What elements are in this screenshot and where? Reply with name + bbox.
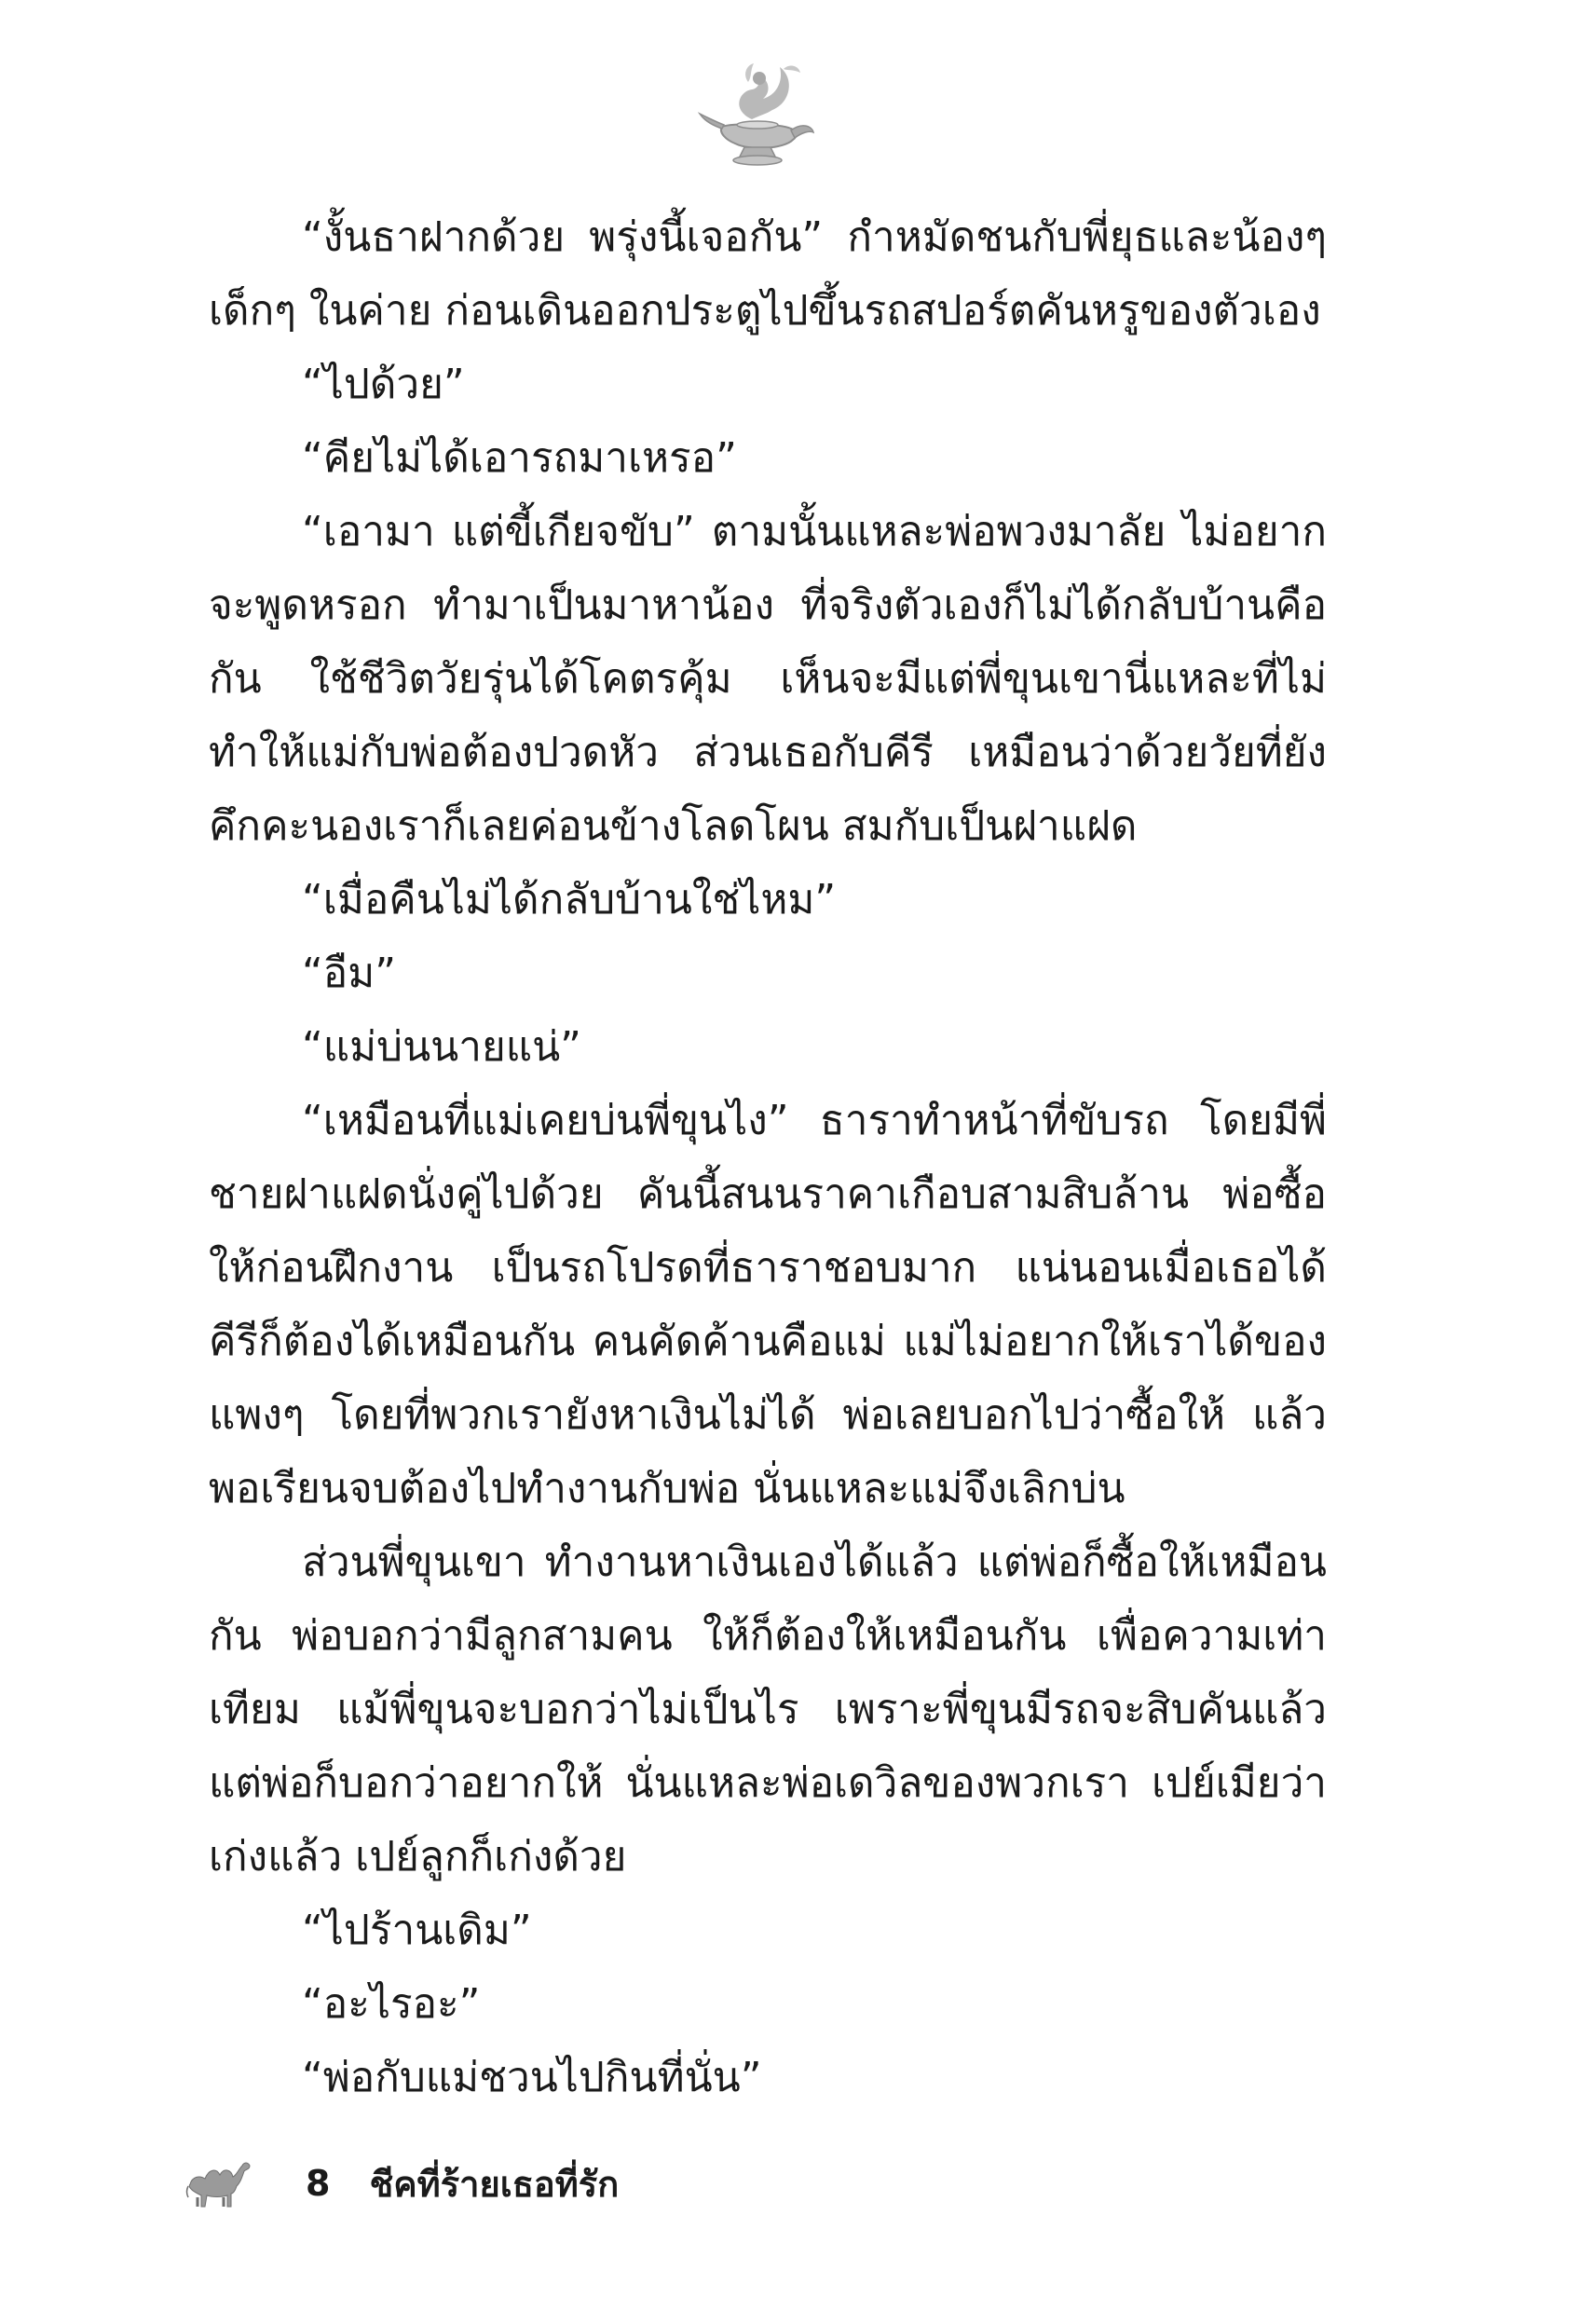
dialogue-line: “แม่บ่นนายแน่” [302, 1023, 581, 1071]
dialogue-line: “เมื่อคืนไม่ได้กลับบ้านใช่ไหม” [302, 876, 837, 923]
dialogue-line: “อืม” [302, 950, 397, 997]
paragraph: ส่วนพี่ขุนเขา ทำงานหาเงินเองได้แล้ว แต่พ่อก็ซื้อให้เหมือนกัน พ่อบอกว่ามีลูกสามคน ให้ก็ต้องให้เหมือนกัน เพื่อความเท่าเทียม แม้พี่ขุนจะบอกว่าไม่เป็นไร เพราะพี่ขุนมีรถจะสิบคันแล้ว แต่พ่อก็บอกว่าอยากให้ นั่นแหละพ่อเดวิลของพวกเรา เปย์เมียว่าเก่งแล้ว เปย์ลูกก็เก่งด้วย [209, 1538, 1327, 1880]
dialogue-line: “ไปร้านเดิม” [302, 1907, 532, 1954]
paragraph: “เอามา แต่ขี้เกียจขับ” ตามนั้นแหละพ่อพวงมาลัย ไม่อยากจะพูดหรอก ทำมาเป็นมาหาน้อง ที่จริงตัวเองก็ไม่ได้กลับบ้านคือกัน ใช้ชีวิตวัยรุ่นได้โคตรคุ้ม เห็นจะมีแต่พี่ขุนเขานี่แหละที่ไม่ทำให้แม่กับพ่อต้องปวดหัว ส่วนเธอกับคีรี เหมือนว่าด้วยวัยที่ยังคึกคะนองเราก็เลยค่อนข้างโลดโผน สมกับเป็นฝาแฝด [209, 508, 1327, 850]
camel-icon [184, 2156, 252, 2210]
page-footer [184, 2151, 619, 2216]
dialogue-line: “อะไรอะ” [302, 1980, 481, 2028]
genie-lamp-ornament-icon [694, 54, 825, 175]
paragraph: “เหมือนที่แม่เคยบ่นพี่ขุนไง” ธาราทำหน้าที่ขับรถ โดยมีพี่ชายฝาแฝดนั่งคู่ไปด้วย คันนี้สนนราคาเกือบสามสิบล้าน พ่อซื้อให้ก่อนฝึกงาน เป็นรถโปรดที่ธาราชอบมาก แน่นอนเมื่อเธอได้ คีรีก็ต้องได้เหมือนกัน คนคัดค้านคือแม่ แม่ไม่อยากให้เราได้ของแพงๆ โดยที่พวกเรายังหาเงินไม่ได้ พ่อเลยบอกไปว่าซื้อให้ แล้วพอเรียนจบต้องไปทำงานกับพ่อ นั่นแหละแม่จึงเลิกบ่น [209, 1097, 1327, 1512]
paragraph: “งั้นธาฝากด้วย พรุ่งนี้เจอกัน” กำหมัดชนกับพี่ยุธและน้องๆ เด็กๆ ในค่าย ก่อนเดินออกประตูไปขึ้นรถสปอร์ตคันหรูของตัวเอง [209, 213, 1327, 335]
dialogue-line: “คียไม่ได้เอารถมาเหรอ” [302, 434, 737, 482]
dialogue-line: “ไปด้วย” [302, 361, 465, 408]
book-title: ชีคที่ร้ายเธอที่รัก [369, 2163, 620, 2205]
dialogue-line: “พ่อกับแม่ชวนไปกินที่นั่น” [302, 2054, 762, 2101]
page-number: 8 [306, 2163, 331, 2204]
body-text [209, 200, 1327, 2114]
